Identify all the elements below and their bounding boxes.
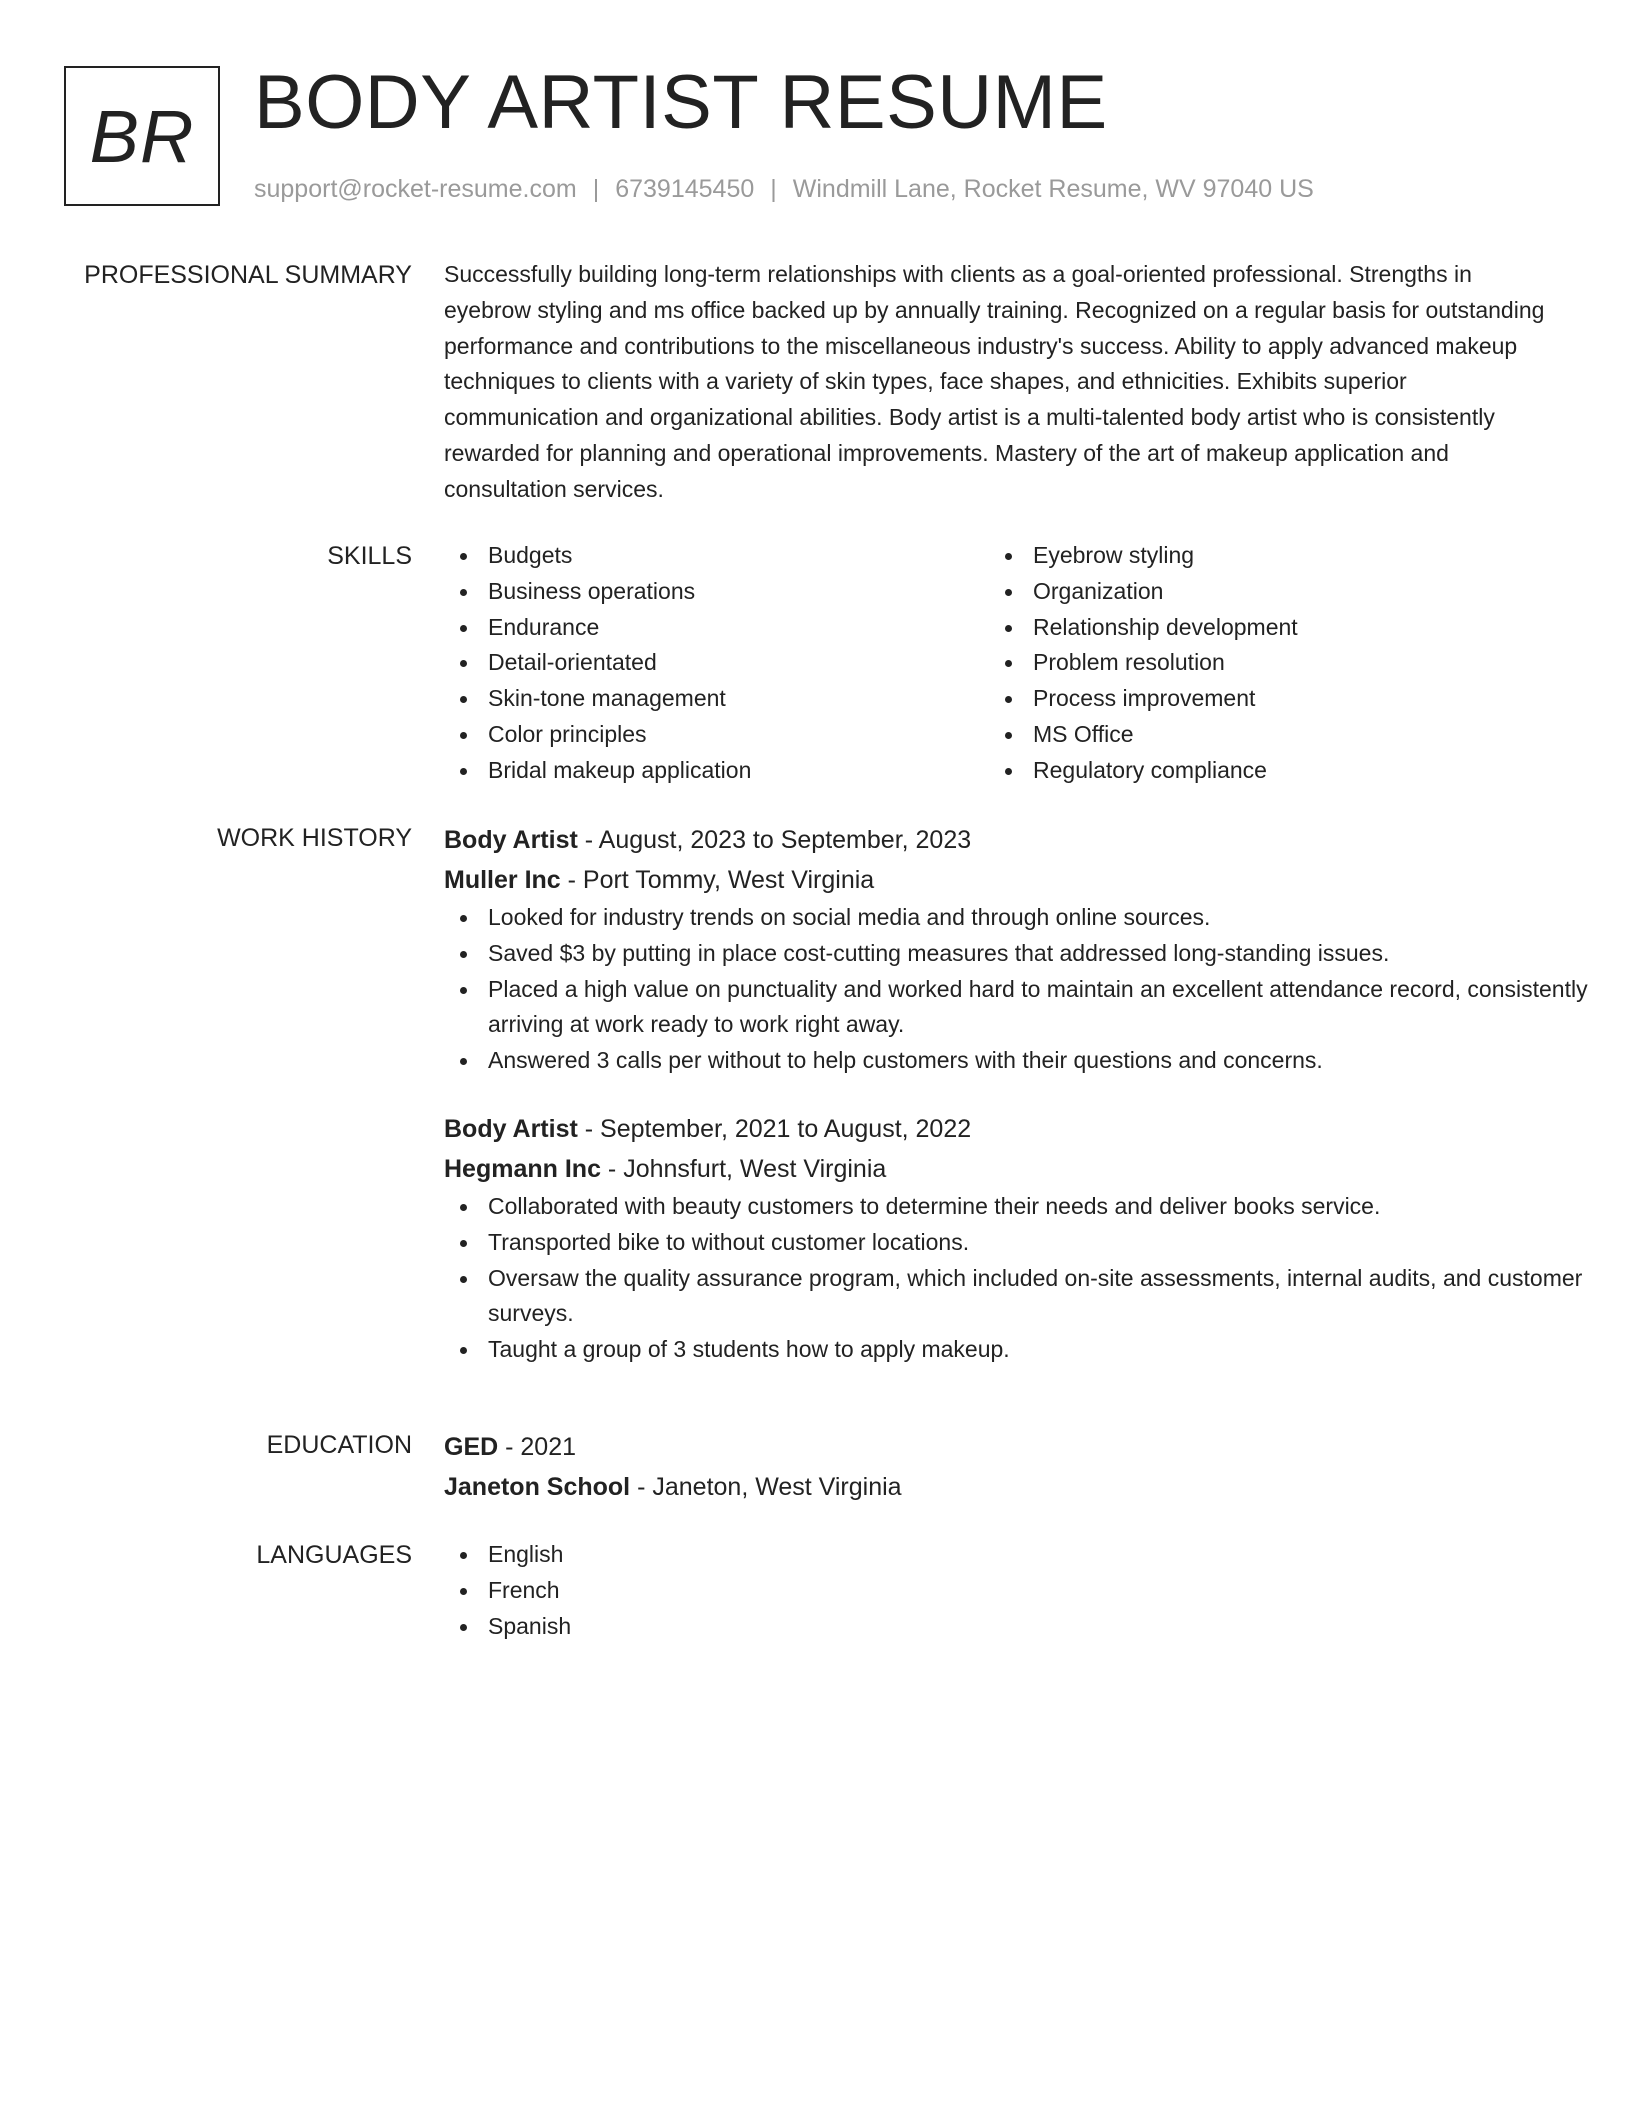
section-label-skills: SKILLS xyxy=(327,542,412,570)
job-dates: - August, 2023 to September, 2023 xyxy=(577,826,972,854)
education-degree-line xyxy=(444,1427,1544,1467)
section-label-education: EDUCATION xyxy=(266,1431,412,1459)
job-bullet: Answered 3 calls per without to help customers with their questions and concerns. xyxy=(444,1043,1588,1079)
skill-item: Process improvement xyxy=(989,681,1534,717)
skill-item: Endurance xyxy=(444,610,989,646)
language-item: Spanish xyxy=(444,1609,1544,1645)
section-label-languages: LANGUAGES xyxy=(256,1541,412,1569)
contact-separator: | xyxy=(770,175,777,203)
skill-item: Problem resolution xyxy=(989,645,1534,681)
skill-item: Budgets xyxy=(444,538,989,574)
monogram-initials: BR xyxy=(89,94,195,178)
job-title-line xyxy=(444,820,1544,860)
section-label-summary: PROFESSIONAL SUMMARY xyxy=(84,261,412,289)
skills-column-right xyxy=(989,538,1534,789)
section-label-work-history: WORK HISTORY xyxy=(217,824,412,852)
education-school-line xyxy=(444,1467,1544,1507)
skill-item: Color principles xyxy=(444,717,989,753)
job-bullets xyxy=(444,900,1588,1079)
resume-title: BODY ARTIST RESUME xyxy=(254,60,1108,145)
contact-separator: | xyxy=(592,175,600,203)
language-item: English xyxy=(444,1537,1544,1573)
languages-body xyxy=(444,1537,1544,1644)
education-body xyxy=(444,1427,1544,1507)
job-bullet: Saved $3 by putting in place cost-cutting measures that addressed long-standing issues. xyxy=(444,936,1588,972)
work-history-body xyxy=(444,820,1588,1368)
skill-item: Business operations xyxy=(444,574,989,610)
job-bullet: Oversaw the quality assurance program, which included on-site assessments, internal audits, and customer surveys. xyxy=(444,1261,1588,1333)
languages-list xyxy=(444,1537,1544,1644)
job-company-line xyxy=(444,1149,1544,1189)
skills-column-left xyxy=(444,538,989,789)
job-location: - Port Tommy, West Virginia xyxy=(560,866,875,894)
skill-item: Skin-tone management xyxy=(444,681,989,717)
job-dates: - September, 2021 to August, 2022 xyxy=(577,1114,972,1143)
summary-text: Successfully building long-term relationships with clients as a goal-oriented professional. Strengths in eyebrow styling and ms office backed up by annually training. Recognized on a regular basis for outstanding performance and contributions to the miscellaneous industry's success. Ability to apply advanced makeup techniques to clients with a variety of skin types, face shapes, and ethnicities. Exhibits superior communication and organizational abilities. Body artist is a multi-talented body artist who is consistently rewarded for planning and operational improvements. Mastery of the art of makeup application and consultation services. xyxy=(444,261,1545,502)
job-location: - Johnsfurt, West Virginia xyxy=(600,1154,887,1183)
skill-item: Eyebrow styling xyxy=(989,538,1534,574)
job-entry xyxy=(444,1109,1583,1368)
skills-body xyxy=(444,538,1544,789)
education-year: - 2021 xyxy=(498,1433,577,1461)
monogram-box xyxy=(64,66,220,206)
job-title-line xyxy=(444,1109,1544,1149)
skill-item: Relationship development xyxy=(989,610,1534,646)
skill-item: MS Office xyxy=(989,717,1534,753)
job-bullets xyxy=(444,1189,1583,1368)
education-degree: GED xyxy=(444,1433,499,1461)
job-bullet: Transported bike to without customer locations. xyxy=(444,1225,1588,1261)
language-item: French xyxy=(444,1573,1544,1609)
job-bullet: Taught a group of 3 students how to apply makeup. xyxy=(444,1332,1588,1368)
job-title: Body Artist xyxy=(444,1114,578,1143)
skills-list-left xyxy=(444,538,989,789)
job-bullet: Looked for industry trends on social media and through online sources. xyxy=(444,900,1588,936)
job-bullet: Placed a high value on punctuality and worked hard to maintain an excellent attendance record, consistently arriving at work ready to work right away. xyxy=(444,972,1588,1044)
job-bullet: Collaborated with beauty customers to determine their needs and deliver books service. xyxy=(444,1189,1588,1225)
contact-address: Windmill Lane, Rocket Resume, WV 97040 US xyxy=(792,175,1314,203)
job-company: Hegmann Inc xyxy=(444,1154,601,1183)
contact-line xyxy=(254,174,1314,204)
education-location: - Janeton, West Virginia xyxy=(630,1473,902,1501)
skills-grid xyxy=(444,538,1544,789)
job-company: Muller Inc xyxy=(444,866,561,894)
job-entry xyxy=(444,820,1588,1079)
job-title: Body Artist xyxy=(444,826,578,854)
skill-item: Organization xyxy=(989,574,1534,610)
contact-email: support@rocket-resume.com xyxy=(254,175,577,203)
education-school: Janeton School xyxy=(444,1473,631,1501)
skill-item: Detail-orientated xyxy=(444,645,989,681)
job-company-line xyxy=(444,860,1544,900)
skill-item: Regulatory compliance xyxy=(989,753,1534,789)
skills-list-right xyxy=(989,538,1534,789)
summary-body xyxy=(444,257,1544,508)
contact-phone: 6739145450 xyxy=(615,175,755,203)
skill-item: Bridal makeup application xyxy=(444,753,989,789)
